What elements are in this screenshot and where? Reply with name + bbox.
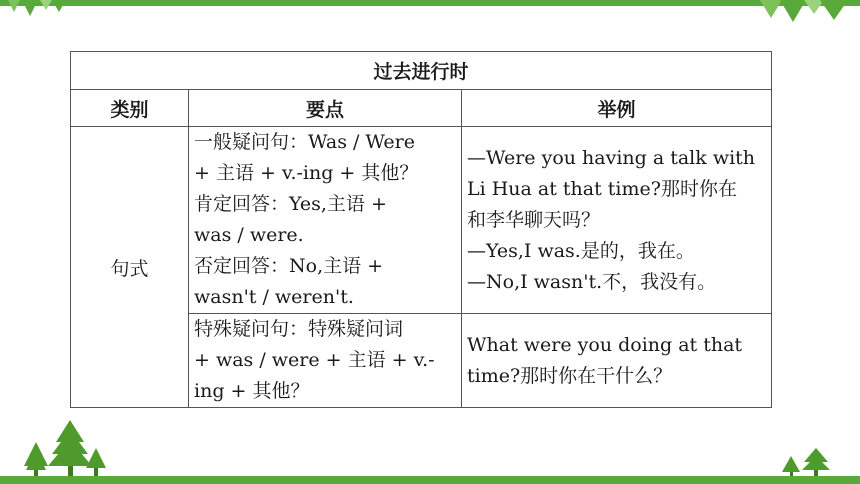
example-line: Li Hua at that time?那时你在 <box>467 177 737 200</box>
points-cell-special-question <box>189 314 462 408</box>
points-line: was / were. <box>194 224 304 246</box>
points-line: wasn't / weren't. <box>194 286 354 308</box>
column-header-category: 类别 <box>71 90 189 127</box>
top-green-bar <box>0 0 860 6</box>
example-line: —No,I wasn't.不，我没有。 <box>467 270 717 293</box>
column-header-points: 要点 <box>189 90 462 127</box>
points-line: 肯定回答：Yes,主语 + <box>194 193 387 215</box>
points-cell-general-question <box>189 127 462 314</box>
example-line: —Were you having a talk with <box>467 146 756 169</box>
column-header-examples: 举例 <box>462 90 772 127</box>
points-line: 特殊疑问句：特殊疑问词 <box>194 318 404 340</box>
points-line: 一般疑问句：Was / Were <box>194 131 415 153</box>
past-progressive-table <box>70 51 772 408</box>
example-line: 和李华聊天吗？ <box>467 208 601 231</box>
points-line: ing + 其他？ <box>194 380 310 402</box>
pine-trees-right-decoration <box>776 448 836 478</box>
category-cell: 句式 <box>71 127 189 408</box>
examples-cell-special-question <box>462 314 772 408</box>
pine-trees-left-decoration <box>22 420 112 478</box>
points-line: + was / were + 主语 + v.- <box>194 349 435 371</box>
top-right-leaf-decoration <box>760 0 850 24</box>
points-line: 否定回答：No,主语 + <box>194 255 384 277</box>
points-line: + 主语 + v.-ing + 其他？ <box>194 162 419 184</box>
example-line: —Yes,I was.是的，我在。 <box>467 239 695 262</box>
example-line: What were you doing at that <box>467 333 743 356</box>
table-title: 过去进行时 <box>71 52 772 90</box>
example-line: time?那时你在干什么？ <box>467 364 673 387</box>
bottom-green-bar <box>0 476 860 484</box>
table-row <box>71 127 772 314</box>
examples-cell-general-question <box>462 127 772 314</box>
top-left-leaf-decoration <box>8 0 68 18</box>
